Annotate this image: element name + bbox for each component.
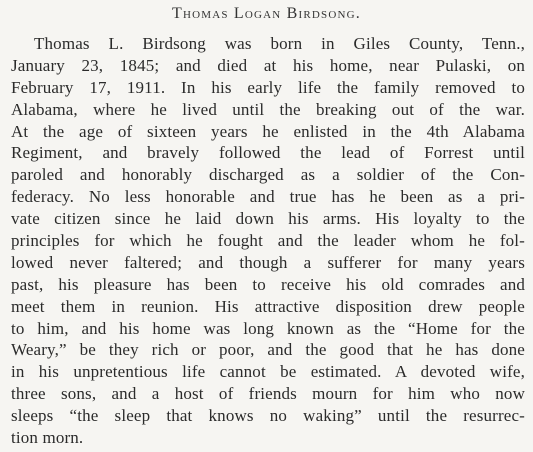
body-line: principles for which he fought and the leader whom he fol-: [11, 231, 525, 251]
body-line: At the age of sixteen years he enlisted in the 4th Alabama: [11, 121, 525, 141]
body-line: February 17, 1911. In his early life the family removed to: [11, 77, 525, 97]
body-line: sleeps “the sleep that knows no waking” until the resurrec-: [11, 406, 525, 426]
body-line: three sons, and a host of friends mourn for him who now: [11, 384, 525, 404]
body-line: Alabama, where he lived until the breaking out of the war.: [11, 99, 525, 119]
body-line: Regiment, and bravely followed the lead of Forrest until: [11, 143, 525, 163]
body-line: Thomas L. Birdsong was born in Giles County, Tenn.,: [34, 34, 525, 53]
body-line: Weary,” be they rich or poor, and the good that he has done: [11, 340, 525, 360]
body-line: past, his pleasure has been to receive his old comrades and: [11, 274, 525, 294]
article-title: Thomas Logan Birdsong.: [171, 5, 362, 22]
body-line: in his unpretentious life cannot be estimated. A devoted wife,: [11, 362, 525, 382]
body-line: federacy. No less honorable and true has he been as a pri-: [11, 187, 525, 207]
article-body: [11, 33, 525, 449]
body-line: lowed never faltered; and though a sufferer for many years: [11, 252, 525, 272]
body-line: meet them in reunion. His attractive disposition drew people: [11, 296, 525, 316]
body-line: paroled and honorably discharged as a soldier of the Con-: [11, 165, 525, 185]
body-line: vate citizen since he laid down his arms. His loyalty to the: [11, 209, 525, 229]
body-line: tion morn.: [11, 428, 84, 448]
body-line: to him, and his home was long known as the “Home for the: [11, 318, 525, 338]
body-line: January 23, 1845; and died at his home, near Pulaski, on: [11, 55, 525, 75]
